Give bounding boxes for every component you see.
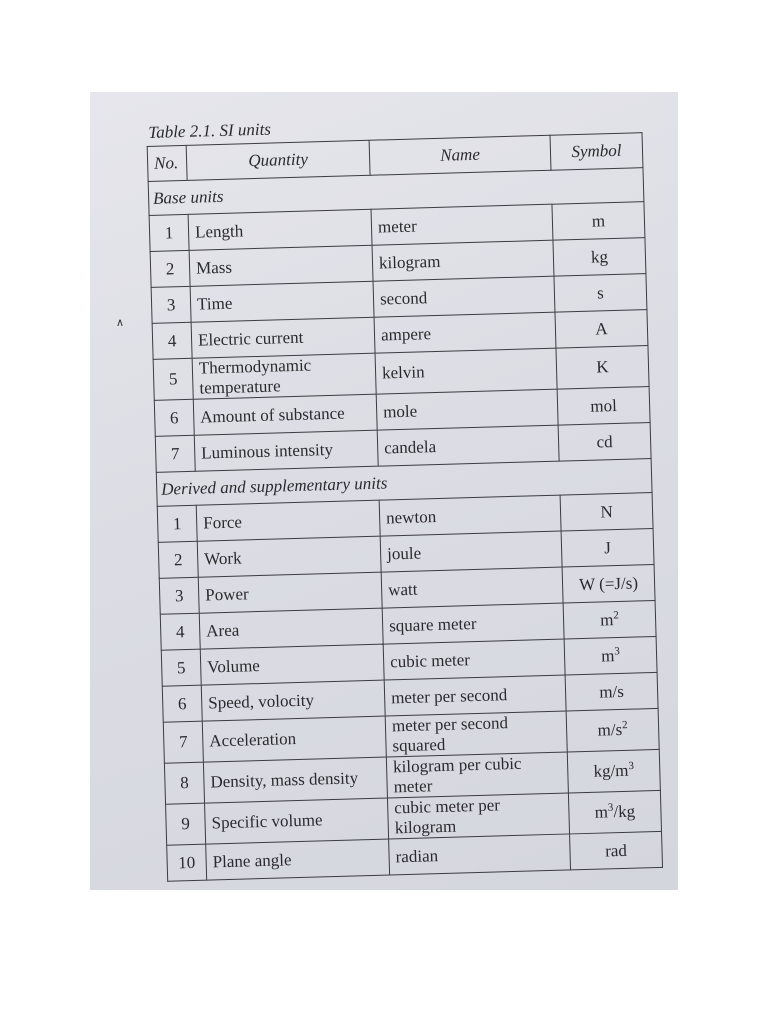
symbol-base: kg/m: [593, 760, 629, 781]
table-body: [148, 168, 651, 473]
row-unit-name: second: [373, 276, 555, 317]
row-unit-name: cubic meter per kilogram: [387, 793, 569, 839]
row-symbol: s: [554, 274, 647, 313]
row-number: 8: [164, 762, 204, 804]
row-number: 2: [158, 541, 198, 578]
row-symbol: W (=J/s): [562, 564, 655, 603]
row-quantity: Thermodynamic temperature: [192, 353, 376, 399]
row-number: 5: [153, 358, 193, 400]
row-number: 1: [157, 505, 197, 542]
row-unit-name: meter per second: [384, 675, 566, 716]
symbol-base: m: [599, 609, 614, 630]
symbol-base: m: [594, 802, 609, 822]
row-quantity: Speed, volocity: [201, 680, 385, 721]
pencil-mark: ∧: [116, 316, 125, 329]
row-number: 4: [152, 322, 192, 359]
header-quantity: Quantity: [186, 140, 370, 180]
row-number: 7: [155, 435, 195, 472]
row-quantity: Force: [196, 500, 380, 541]
row-number: 5: [161, 649, 201, 686]
row-symbol: K: [556, 346, 649, 390]
row-number: 6: [154, 399, 194, 436]
row-unit-name: candela: [377, 425, 559, 466]
row-unit-name: kilogram: [372, 240, 554, 281]
row-unit-name: kelvin: [375, 348, 557, 394]
row-number: 9: [166, 803, 206, 845]
header-symbol: Symbol: [550, 133, 643, 171]
row-symbol: [568, 790, 661, 834]
table-body-derived: [156, 459, 662, 882]
row-symbol: mol: [557, 387, 650, 426]
row-quantity: Length: [188, 209, 372, 250]
row-quantity: Mass: [189, 245, 373, 286]
row-symbol: rad: [570, 831, 663, 870]
row-quantity: Time: [190, 281, 374, 322]
row-unit-name: meter per second squared: [385, 711, 567, 757]
row-unit-name: newton: [379, 495, 561, 536]
symbol-tail: /kg: [613, 801, 636, 822]
row-number: 10: [167, 844, 207, 881]
row-number: 2: [150, 250, 190, 287]
header-no: No.: [147, 145, 187, 181]
row-quantity: Volume: [200, 644, 384, 685]
symbol-exponent: 3: [607, 801, 614, 814]
row-symbol: J: [561, 529, 654, 568]
row-quantity: Area: [199, 608, 383, 649]
document-photo: [90, 92, 678, 890]
row-quantity: Electric current: [191, 317, 375, 358]
row-symbol: [567, 749, 660, 793]
row-quantity: Power: [198, 572, 382, 613]
row-quantity: Work: [197, 536, 381, 577]
row-unit-name: cubic meter: [383, 639, 565, 680]
row-symbol: [563, 600, 656, 639]
symbol-base: m: [600, 645, 615, 665]
row-unit-name: mole: [376, 389, 558, 430]
row-quantity: Amount of substance: [193, 394, 377, 435]
row-quantity: Specific volume: [205, 798, 389, 844]
row-unit-name: joule: [380, 531, 562, 572]
row-symbol: cd: [558, 423, 651, 462]
symbol-exponent: 3: [614, 644, 620, 657]
row-quantity: Plane angle: [206, 839, 390, 880]
table-caption: Table 2.1. SI units: [148, 119, 272, 142]
row-number: 1: [149, 214, 189, 251]
row-symbol: [564, 636, 657, 675]
row-symbol: [566, 708, 659, 752]
row-quantity: Density, mass density: [203, 757, 387, 803]
row-unit-name: square meter: [382, 603, 564, 644]
header-name: Name: [369, 135, 551, 175]
row-number: 4: [160, 613, 200, 650]
row-number: 3: [151, 286, 191, 323]
si-units-table: [147, 132, 663, 882]
section-title-derived: Derived and supplementary units: [156, 459, 652, 507]
symbol-base: m/s: [597, 719, 623, 740]
row-number: 7: [163, 721, 203, 763]
row-symbol: m/s: [565, 672, 658, 711]
row-unit-name: radian: [389, 834, 571, 875]
symbol-exponent: 2: [621, 719, 628, 732]
symbol-exponent: 2: [613, 608, 619, 621]
row-quantity: Acceleration: [202, 716, 386, 762]
row-unit-name: meter: [371, 204, 553, 245]
section-title-base: Base units: [148, 168, 644, 216]
row-symbol: N: [560, 493, 653, 532]
row-unit-name: watt: [381, 567, 563, 608]
row-symbol: kg: [553, 238, 646, 277]
row-symbol: m: [552, 202, 645, 241]
si-units-sheet: [146, 108, 663, 882]
row-symbol: A: [555, 310, 648, 349]
symbol-exponent: 3: [628, 759, 635, 773]
row-quantity: Luminous intensity: [194, 430, 378, 471]
row-number: 3: [159, 577, 199, 614]
row-unit-name: ampere: [374, 312, 556, 353]
row-unit-name: kilogram per cubic meter: [386, 752, 568, 798]
row-number: 6: [162, 685, 202, 722]
